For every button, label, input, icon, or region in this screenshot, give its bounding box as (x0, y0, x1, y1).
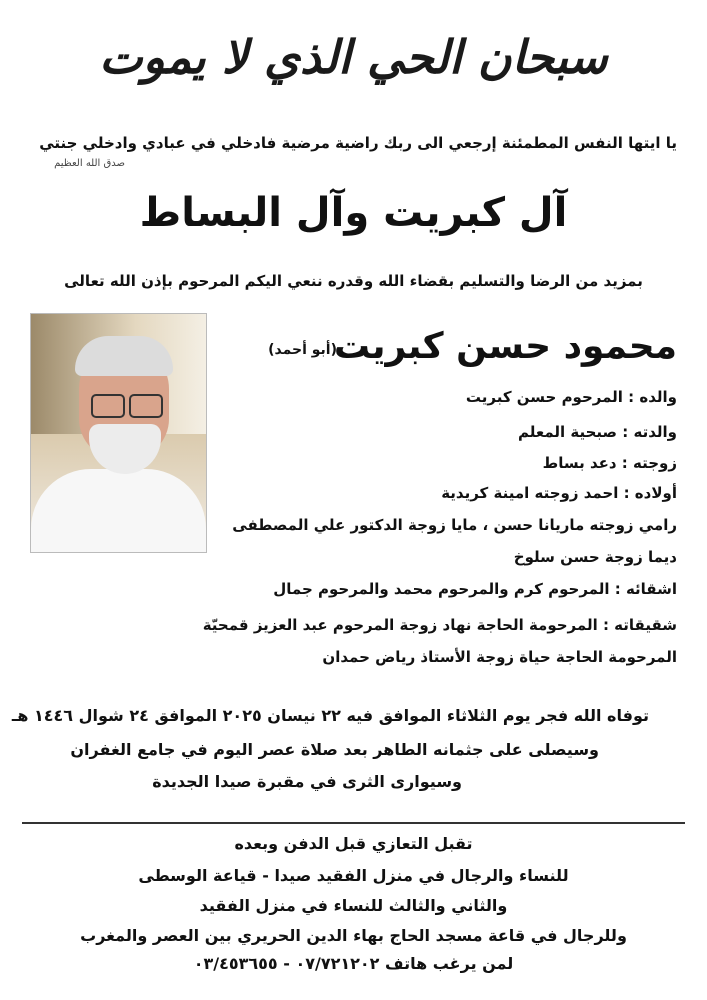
deceased-kunya: (أبو أحمد) (268, 342, 337, 358)
relative-line: والدته : صبحية المعلم (518, 423, 677, 441)
relative-line: المرحومة الحاجة حياة زوجة الأستاذ رياض حمدان (322, 648, 677, 666)
relative-line: رامي زوجته ماريانا حسن ، مايا زوجة الدكتور علي المصطفى (232, 516, 677, 534)
relative-line: زوجته : دعد بساط (542, 454, 677, 472)
announcement-text: بمزيد من الرضا والتسليم بقضاء الله وقدره ننعي اليكم المرحوم بإذن الله تعالى (64, 272, 643, 290)
verse-attribution: صدق الله العظيم (54, 158, 125, 169)
relative-line: اشقائه : المرحوم كرم والمرحوم محمد والمرحوم جمال (273, 580, 677, 598)
burial-line: وسيوارى الثرى في مقبرة صيدا الجديدة (152, 772, 462, 791)
divider (22, 822, 685, 824)
relative-line: شقيقاته : المرحومة الحاجة نهاد زوجة المرحوم عبد العزيز قمحيّة (202, 616, 677, 634)
condolence-line: وللرجال في قاعة مسجد الحاج بهاء الدين الحريري بين العصر والمغرب (80, 926, 627, 945)
relative-line: أولاده : احمد زوجته امينة كريدية (441, 484, 677, 502)
phone-line: لمن يرغب هاتف ٠٧/٧٢١٢٠٢ - ٠٣/٤٥٣٦٥٥ (193, 954, 514, 973)
death-date-line: توفاه الله فجر يوم الثلاثاء الموافق فيه ٢٢ نيسان ٢٠٢٥ الموافق ٢٤ شوال ١٤٤٦ هـ (11, 706, 649, 725)
deceased-name: محمود حسن كبريت (333, 326, 677, 367)
condolence-line: والثاني والثالث للنساء في منزل الفقيد (199, 896, 508, 915)
deceased-photo (30, 313, 207, 553)
quran-verse: يا ايتها النفس المطمئنة إرجعي الى ربك راضية مرضية فادخلي في عبادي وادخلي جنتي (39, 134, 677, 152)
condolence-line: للنساء والرجال في منزل الفقيد صيدا - قياعة الوسطى (138, 866, 569, 885)
funeral-prayer-line: وسيصلى على جثمانه الطاهر بعد صلاة عصر اليوم في جامع الغفران (70, 740, 599, 759)
relative-line: والده : المرحوم حسن كبريت (465, 388, 677, 406)
families-title: آل كبريت وآل البساط (139, 190, 568, 236)
condolence-line: تقبل التعازي قبل الدفن وبعده (234, 834, 473, 853)
relative-line: ديما زوجة حسن سلوخ (513, 548, 677, 566)
calligraphy-header: سبحان الحي الذي لا يموت (99, 30, 608, 84)
